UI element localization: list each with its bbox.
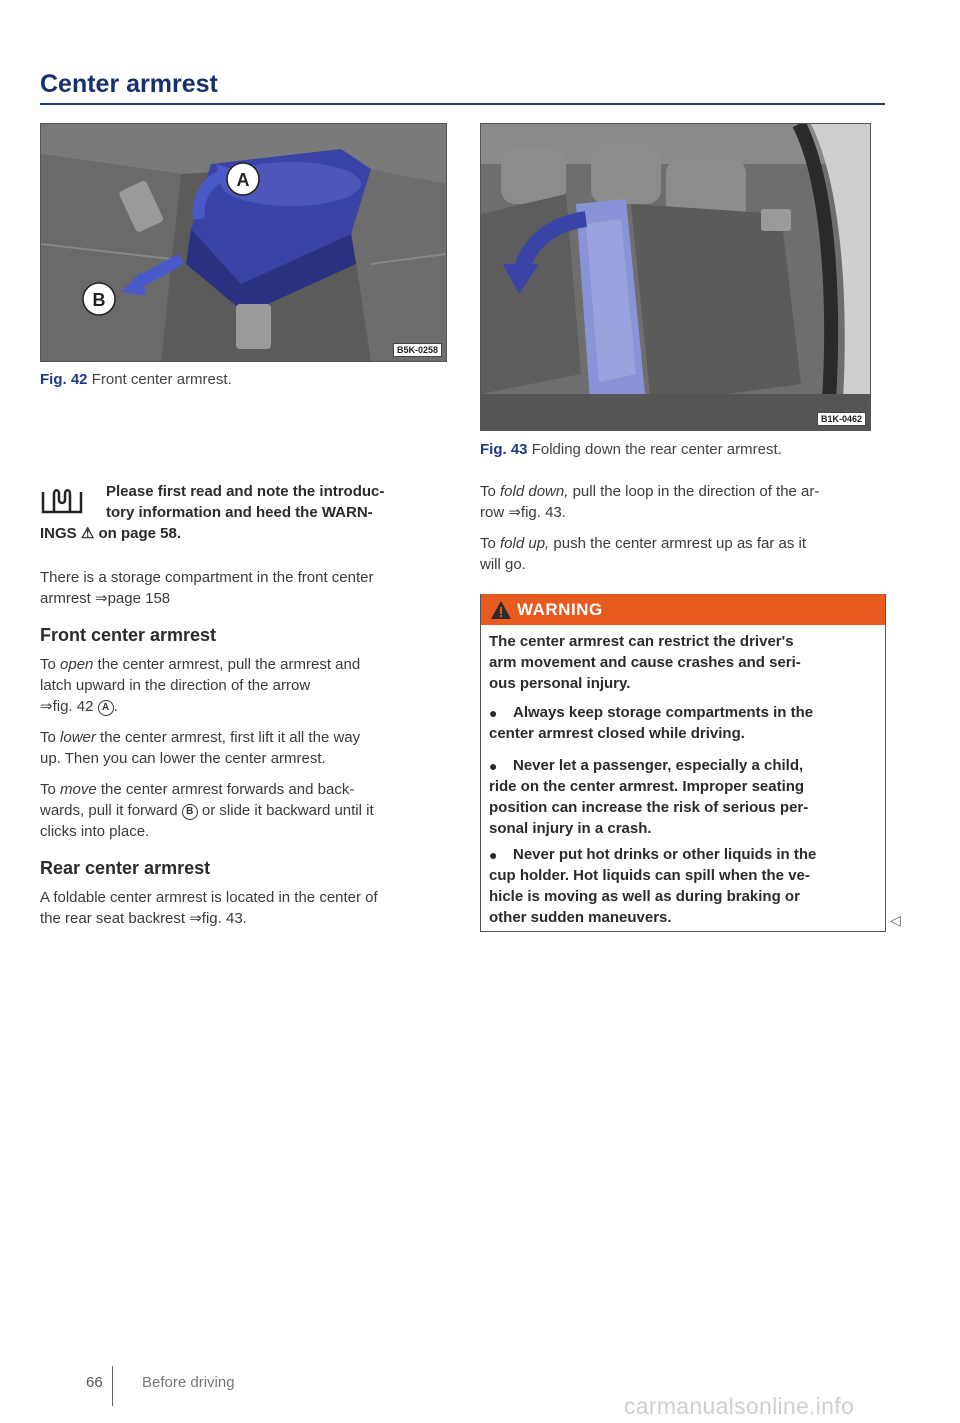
section-end-marker: ◁ <box>890 912 901 928</box>
warning-intro-3: ous personal injury. <box>489 675 631 692</box>
front-open-line-1: To open the center armrest, pull the armrest and <box>40 656 361 673</box>
callout-b-label: B <box>92 290 106 310</box>
note-page-ref[interactable]: on page 58. <box>98 525 182 542</box>
callout-a-label: A <box>236 170 250 190</box>
page-number: 66 <box>86 1374 103 1391</box>
fold-down-line-2: row ⇒fig. 43. <box>480 504 566 521</box>
figure-caption-text: Folding down the rear center armrest. <box>531 441 782 458</box>
warning-header <box>481 594 885 625</box>
figure-code: B1K-0462 <box>817 412 866 426</box>
front-open-line-2: latch upward in the direction of the arrow <box>40 677 311 694</box>
warning-bullet-1-line-1: Always keep storage compartments in the <box>513 704 814 721</box>
figure-42-caption <box>40 371 232 388</box>
warning-bullet-2-line-1: Never let a passenger, especially a child, <box>513 757 804 774</box>
rear-armrest-heading: Rear center armrest <box>40 858 211 878</box>
page-title: Center armrest <box>40 70 218 98</box>
warning-bullet-3-line-1: Never put hot drinks or other liquids in the <box>513 846 817 863</box>
title-divider <box>40 103 885 105</box>
warning-intro-1: The center armrest can restrict the driver's <box>489 633 794 650</box>
warning-bullet-3-line-4: other sudden maneuvers. <box>489 909 672 926</box>
warning-title: WARNING <box>517 600 603 619</box>
rear-line-1: A foldable center armrest is located in the center of <box>40 889 378 906</box>
front-armrest-illustration <box>41 124 446 361</box>
front-lower-line-2: up. Then you can lower the center armrest. <box>40 750 326 767</box>
intro-line-2: armrest ⇒page 158 <box>40 590 171 607</box>
figure-code: B5K-0258 <box>393 343 442 357</box>
watermark: carmanualsonline.info <box>624 1393 855 1419</box>
bullet-icon: ● <box>489 847 498 863</box>
fold-down-line-1: To fold down, pull the loop in the direction of the ar- <box>480 483 820 500</box>
footer-divider <box>112 1366 113 1406</box>
fold-up-line-2: will go. <box>480 556 526 573</box>
warning-box <box>480 594 886 932</box>
warning-bullet-3-line-2: cup holder. Hot liquids can spill when the ve- <box>489 867 810 884</box>
warning-triangle-icon <box>490 600 512 620</box>
callout-a-symbol: A <box>98 700 114 716</box>
warning-triangle-icon: ⚠ <box>80 525 95 542</box>
warning-bullet-2-line-3: position can increase the risk of serious per- <box>489 799 809 816</box>
front-lower-line-1: To lower the center armrest, first lift it all the way <box>40 729 361 746</box>
callout-b-symbol: B <box>182 804 198 820</box>
front-open-line-3: ⇒fig. 42 A . <box>40 698 118 715</box>
book-icon <box>40 486 84 516</box>
front-move-line-2: wards, pull it forward B or slide it backward until it <box>40 802 374 819</box>
warning-bullet-2-line-2: ride on the center armrest. Improper seating <box>489 778 805 795</box>
note-line-3 <box>40 523 181 544</box>
front-armrest-heading: Front center armrest <box>40 625 217 645</box>
intro-line-1: There is a storage compartment in the front center <box>40 569 374 586</box>
figure-43-caption <box>480 441 782 458</box>
note-line-2: tory information and heed the WARN- <box>106 504 373 521</box>
warning-intro-2: arm movement and cause crashes and seri- <box>489 654 801 671</box>
bullet-icon: ● <box>489 758 498 774</box>
figure-number: Fig. 43 <box>480 441 528 458</box>
fold-up-line-1: To fold up, push the center armrest up as far as it <box>480 535 807 552</box>
front-move-line-1: To move the center armrest forwards and back- <box>40 781 355 798</box>
figure-caption-text: Front center armrest. <box>91 371 232 388</box>
warning-bullet-1-line-2: center armrest closed while driving. <box>489 725 745 742</box>
figure-43-image <box>480 123 871 431</box>
note-line-1: Please first read and note the introduc- <box>106 483 385 500</box>
bullet-icon: ● <box>489 705 498 721</box>
fig-42-link[interactable]: ⇒fig. 42 <box>40 698 94 715</box>
note-warnings-word: INGS <box>40 525 77 542</box>
figure-number: Fig. 42 <box>40 371 88 388</box>
front-move-line-3: clicks into place. <box>40 823 150 840</box>
warning-bullet-2-line-4: sonal injury in a crash. <box>489 820 652 837</box>
rear-seat-illustration <box>481 124 870 430</box>
figure-42-image <box>40 123 447 362</box>
rear-line-2: the rear seat backrest ⇒fig. 43. <box>40 910 247 927</box>
warning-bullet-3-line-3: hicle is moving as well as during braking or <box>489 888 800 905</box>
footer-section: Before driving <box>142 1374 235 1391</box>
